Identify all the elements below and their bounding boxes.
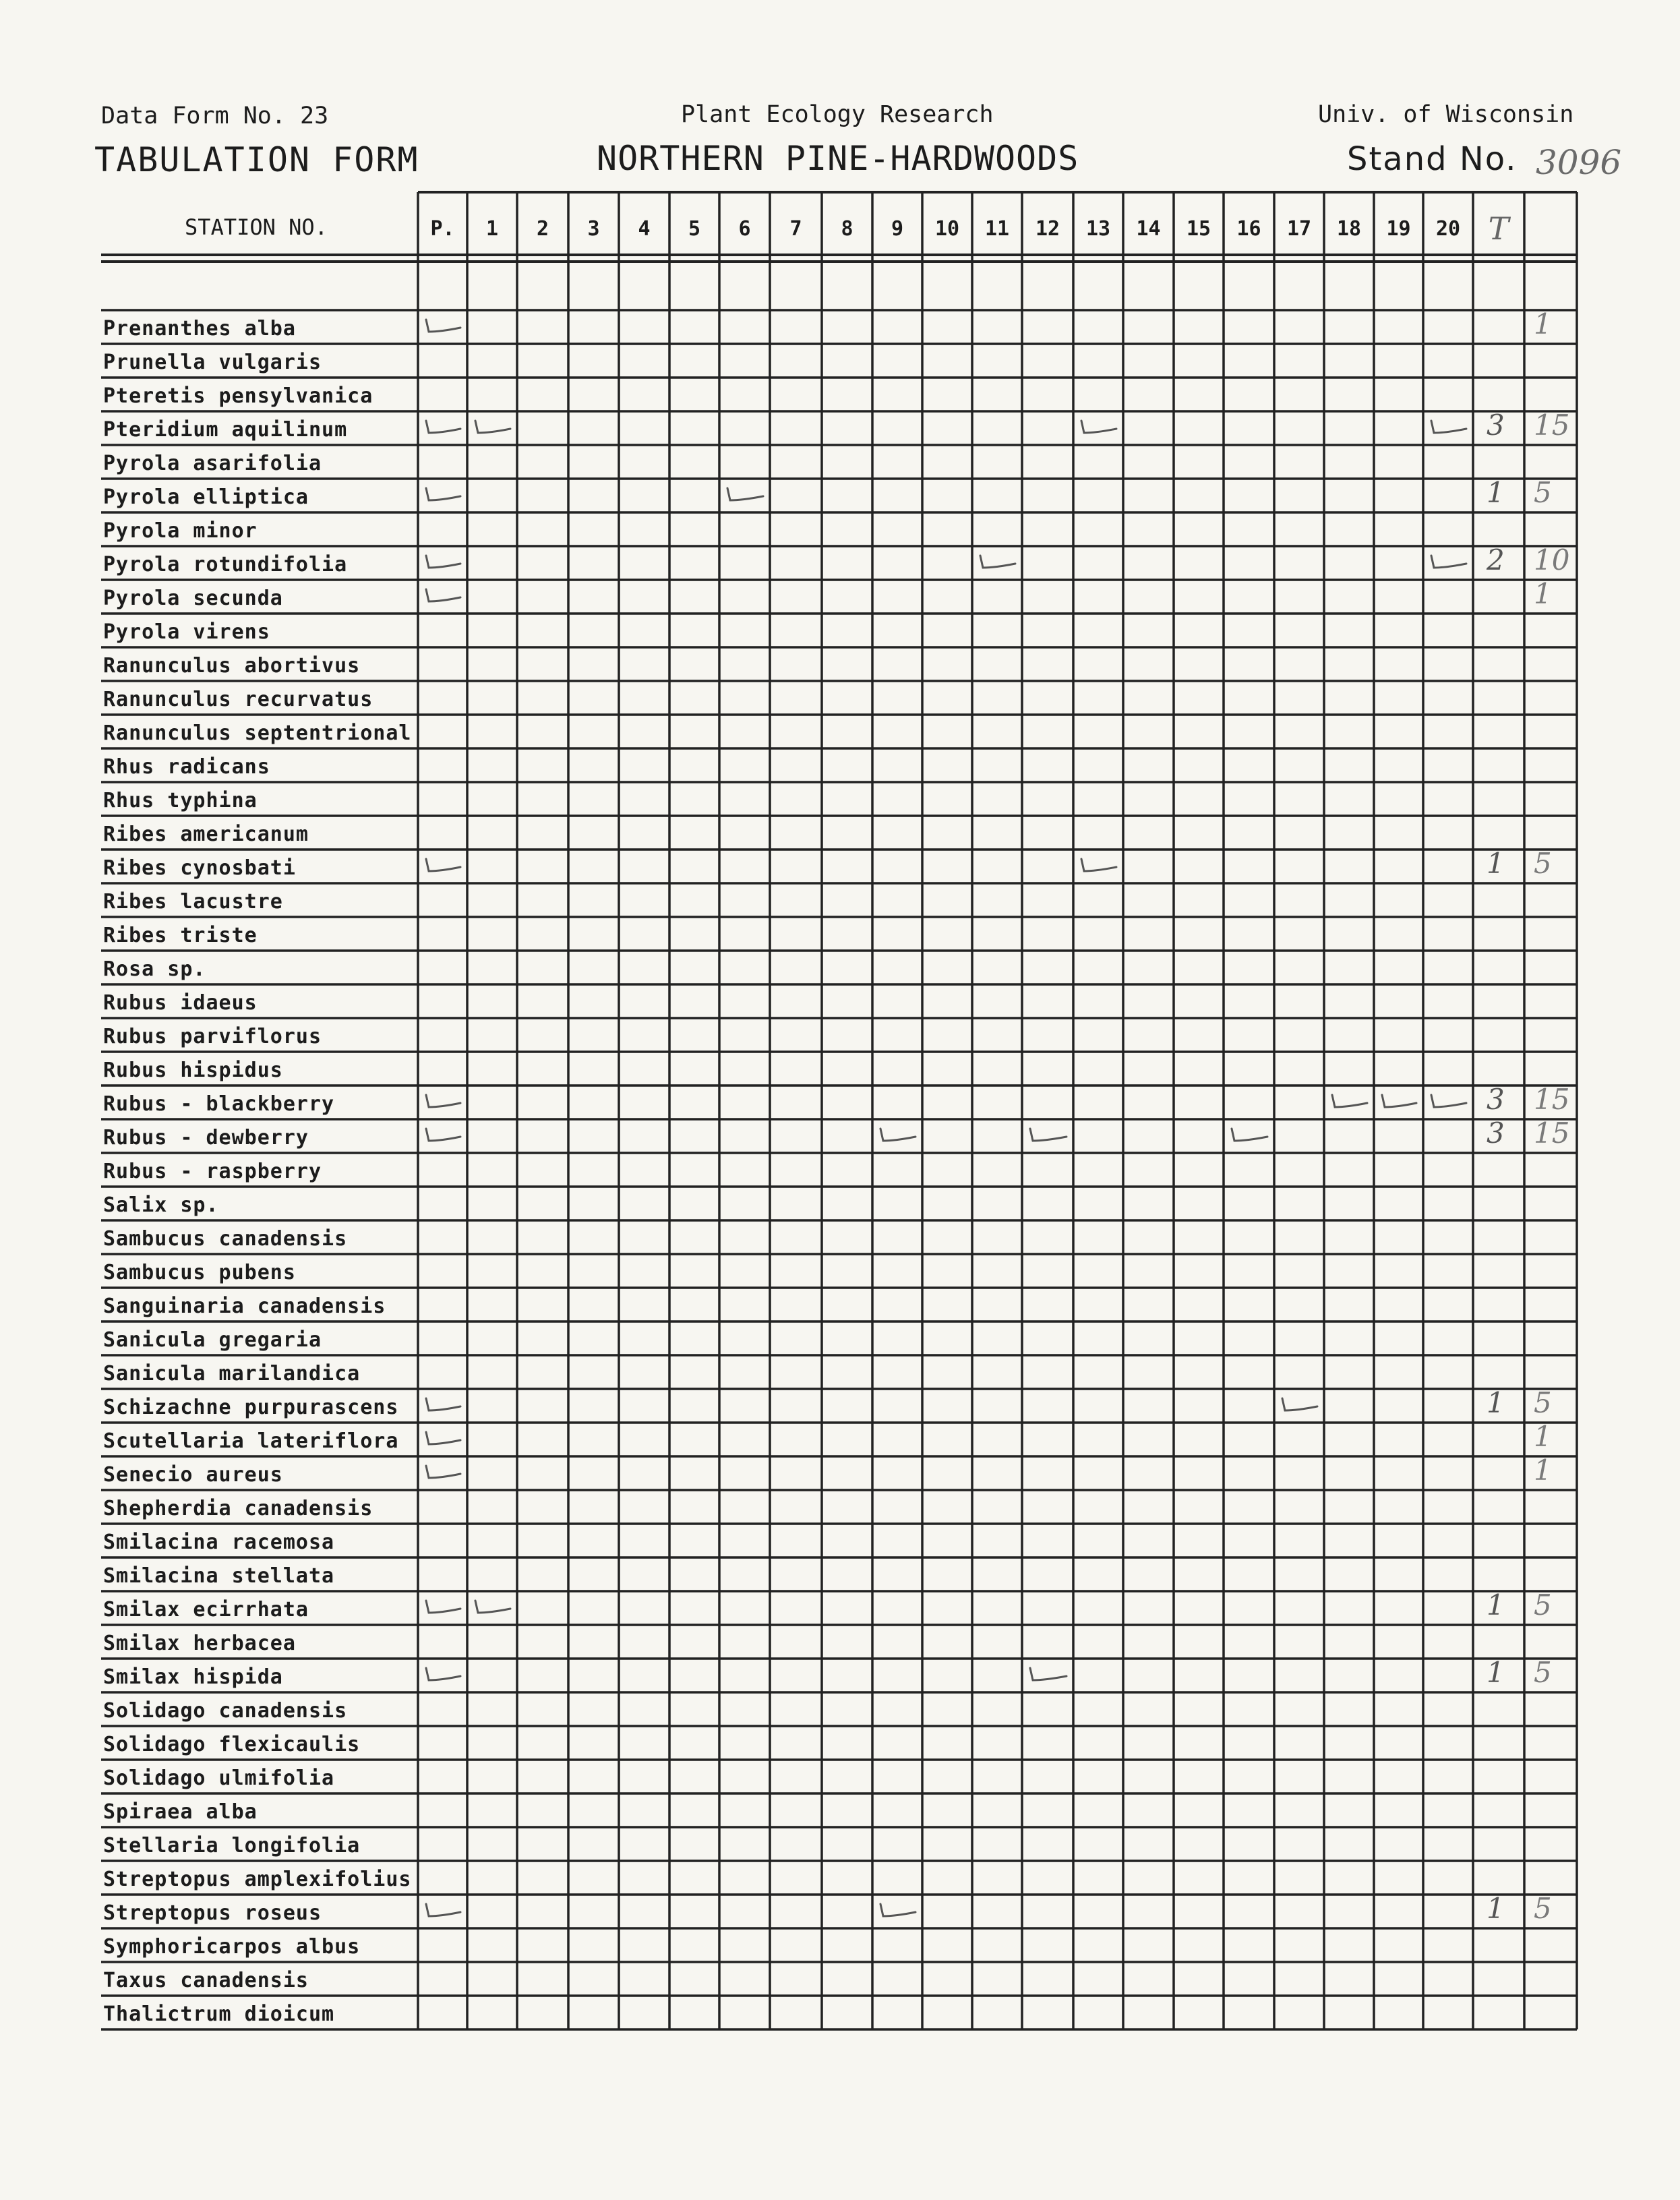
species-name: Pyrola rotundifolia: [103, 553, 348, 576]
species-name: Shepherdia canadensis: [103, 1497, 373, 1520]
species-name: Symphoricarpos albus: [103, 1935, 361, 1959]
pencil-check-icon: [875, 1123, 925, 1150]
species-name: Pyrola asarifolia: [103, 452, 322, 475]
species-name: Scutellaria lateriflora: [103, 1429, 399, 1453]
pencil-check-icon: [421, 415, 470, 442]
species-name: Rubus - blackberry: [103, 1092, 335, 1116]
column-header-18: 18: [1336, 217, 1362, 241]
pencil-check-icon: [421, 1595, 470, 1622]
species-name: Pteretis pensylvanica: [103, 384, 373, 408]
pencil-check-icon: [875, 1899, 925, 1926]
pencil-check-icon: [421, 1460, 470, 1487]
column-header-7: 7: [789, 217, 802, 241]
total-count: 1: [1487, 1386, 1505, 1419]
species-name: Stellaria longifolia: [103, 1834, 361, 1857]
stand-label: Stand No.: [1347, 140, 1518, 178]
column-header-P: P.: [430, 217, 455, 241]
species-name: Sambucus canadensis: [103, 1227, 348, 1251]
pencil-check-icon: [421, 1393, 470, 1420]
total-count: 3: [1487, 1083, 1505, 1116]
pencil-check-icon: [1076, 415, 1126, 442]
frequency-value: 15: [1534, 409, 1570, 442]
species-name: Rhus radicans: [103, 755, 270, 779]
frequency-value: 5: [1534, 1892, 1552, 1925]
species-name: Taxus canadensis: [103, 1969, 309, 1992]
frequency-value: 5: [1534, 847, 1552, 880]
form-title: TABULATION FORM: [94, 140, 419, 179]
frequency-value: 10: [1534, 543, 1570, 576]
research-program: Plant Ecology Research: [681, 101, 994, 128]
pencil-check-icon: [421, 1123, 470, 1150]
pencil-check-icon: [1426, 550, 1476, 577]
species-name: Streptopus amplexifolius: [103, 1868, 412, 1891]
pencil-check-icon: [421, 584, 470, 611]
species-name: Solidago flexicaulis: [103, 1733, 361, 1756]
species-name: Rosa sp.: [103, 957, 206, 981]
station-number-header: STATION NO.: [185, 214, 328, 240]
species-name: Thalictrum dioicum: [103, 2002, 335, 2026]
column-header-17: 17: [1286, 217, 1312, 241]
pencil-check-icon: [1025, 1123, 1076, 1150]
species-name: Sanicula marilandica: [103, 1362, 361, 1386]
species-name: Ribes lacustre: [103, 890, 283, 914]
species-name: Pteridium aquilinum: [103, 418, 348, 442]
column-header-5: 5: [688, 217, 701, 241]
column-header-12: 12: [1035, 217, 1060, 241]
column-header-9: 9: [891, 217, 904, 241]
total-count: 1: [1487, 1656, 1505, 1689]
species-name: Salix sp.: [103, 1193, 219, 1217]
species-name: Smilacina racemosa: [103, 1530, 335, 1554]
species-name: Sanguinaria canadensis: [103, 1295, 386, 1318]
column-header-10: 10: [934, 217, 960, 241]
pencil-check-icon: [1025, 1663, 1076, 1690]
frequency-value: 5: [1534, 476, 1552, 509]
species-name: Rhus typhina: [103, 789, 258, 812]
species-name: Sanicula gregaria: [103, 1328, 322, 1352]
pencil-check-icon: [421, 854, 470, 881]
pencil-check-icon: [722, 483, 773, 510]
column-header-4: 4: [638, 217, 651, 241]
species-name: Streptopus roseus: [103, 1901, 322, 1925]
frequency-value: 5: [1534, 1386, 1552, 1419]
total-count: 1: [1487, 1588, 1505, 1622]
species-name: Rubus parviflorus: [103, 1025, 322, 1048]
column-header-1: 1: [485, 217, 499, 241]
total-count: 3: [1487, 409, 1505, 442]
pencil-check-icon: [421, 314, 470, 341]
species-name: Prenanthes alba: [103, 317, 296, 340]
species-name: Ribes cynosbati: [103, 856, 296, 880]
pencil-check-icon: [421, 1899, 470, 1926]
column-header-3: 3: [587, 217, 600, 241]
pencil-check-icon: [421, 1090, 470, 1117]
frequency-value: 1: [1534, 1454, 1552, 1487]
column-header-20: 20: [1435, 217, 1461, 241]
column-header-14: 14: [1136, 217, 1161, 241]
pencil-check-icon: [1426, 415, 1476, 442]
species-name: Prunella vulgaris: [103, 351, 322, 374]
column-header-13: 13: [1085, 217, 1111, 241]
column-header-6: 6: [738, 217, 751, 241]
column-header-19: 19: [1386, 217, 1411, 241]
frequency-value: 1: [1534, 307, 1552, 340]
column-header-8: 8: [841, 217, 853, 241]
column-header-15: 15: [1186, 217, 1211, 241]
species-name: Solidago ulmifolia: [103, 1766, 335, 1790]
species-name: Ranunculus recurvatus: [103, 688, 373, 711]
species-name: Pyrola minor: [103, 519, 258, 543]
pencil-check-icon: [470, 1595, 520, 1622]
pencil-check-icon: [1277, 1393, 1327, 1420]
species-name: Senecio aureus: [103, 1463, 283, 1487]
stand-number-handwritten: 3096: [1536, 143, 1622, 182]
species-name: Rubus idaeus: [103, 991, 258, 1015]
frequency-value: 5: [1534, 1656, 1552, 1689]
column-header-11: 11: [984, 217, 1010, 241]
total-count: 1: [1487, 847, 1505, 880]
pencil-check-icon: [1377, 1090, 1426, 1117]
pencil-check-icon: [975, 550, 1025, 577]
form-subtitle: NORTHERN PINE-HARDWOODS: [597, 139, 1079, 178]
total-count: 1: [1487, 476, 1505, 509]
total-count: 3: [1487, 1117, 1505, 1150]
total-count: 2: [1487, 543, 1505, 576]
frequency-value: 1: [1534, 577, 1552, 610]
species-name: Ribes americanum: [103, 823, 309, 846]
species-name: Ranunculus septentrional: [103, 721, 412, 745]
pencil-check-icon: [421, 1663, 470, 1690]
pencil-check-icon: [1076, 854, 1126, 881]
species-name: Sambucus pubens: [103, 1261, 296, 1284]
species-name: Spiraea alba: [103, 1800, 258, 1824]
species-name: Smilacina stellata: [103, 1564, 335, 1588]
form-number: Data Form No. 23: [101, 102, 329, 129]
pencil-check-icon: [421, 483, 470, 510]
species-name: Ribes triste: [103, 924, 258, 947]
species-name: Smilax herbacea: [103, 1632, 296, 1655]
pencil-check-icon: [1327, 1090, 1377, 1117]
pencil-check-icon: [1226, 1123, 1277, 1150]
species-name: Smilax hispida: [103, 1665, 283, 1689]
frequency-value: 15: [1534, 1083, 1570, 1116]
frequency-value: 1: [1534, 1420, 1552, 1453]
species-name: Smilax ecirrhata: [103, 1598, 309, 1622]
frequency-value: 15: [1534, 1117, 1570, 1150]
pencil-check-icon: [421, 1427, 470, 1454]
species-name: Pyrola secunda: [103, 587, 283, 610]
column-header-16: 16: [1236, 217, 1261, 241]
species-name: Solidago canadensis: [103, 1699, 348, 1723]
total-count: 1: [1487, 1892, 1505, 1925]
column-header-2: 2: [536, 217, 549, 241]
frequency-value: 5: [1534, 1588, 1552, 1622]
species-name: Pyrola elliptica: [103, 485, 309, 509]
species-name: Rubus - dewberry: [103, 1126, 309, 1150]
species-name: Rubus - raspberry: [103, 1160, 322, 1183]
species-name: Rubus hispidus: [103, 1059, 283, 1082]
university: Univ. of Wisconsin: [1318, 101, 1574, 128]
pencil-check-icon: [470, 415, 520, 442]
species-name: Ranunculus abortivus: [103, 654, 361, 678]
species-name: Pyrola virens: [103, 620, 270, 644]
pencil-check-icon: [1426, 1090, 1476, 1117]
species-name: Schizachne purpurascens: [103, 1396, 399, 1419]
pencil-check-icon: [421, 550, 470, 577]
column-header-T: T: [1488, 210, 1509, 247]
